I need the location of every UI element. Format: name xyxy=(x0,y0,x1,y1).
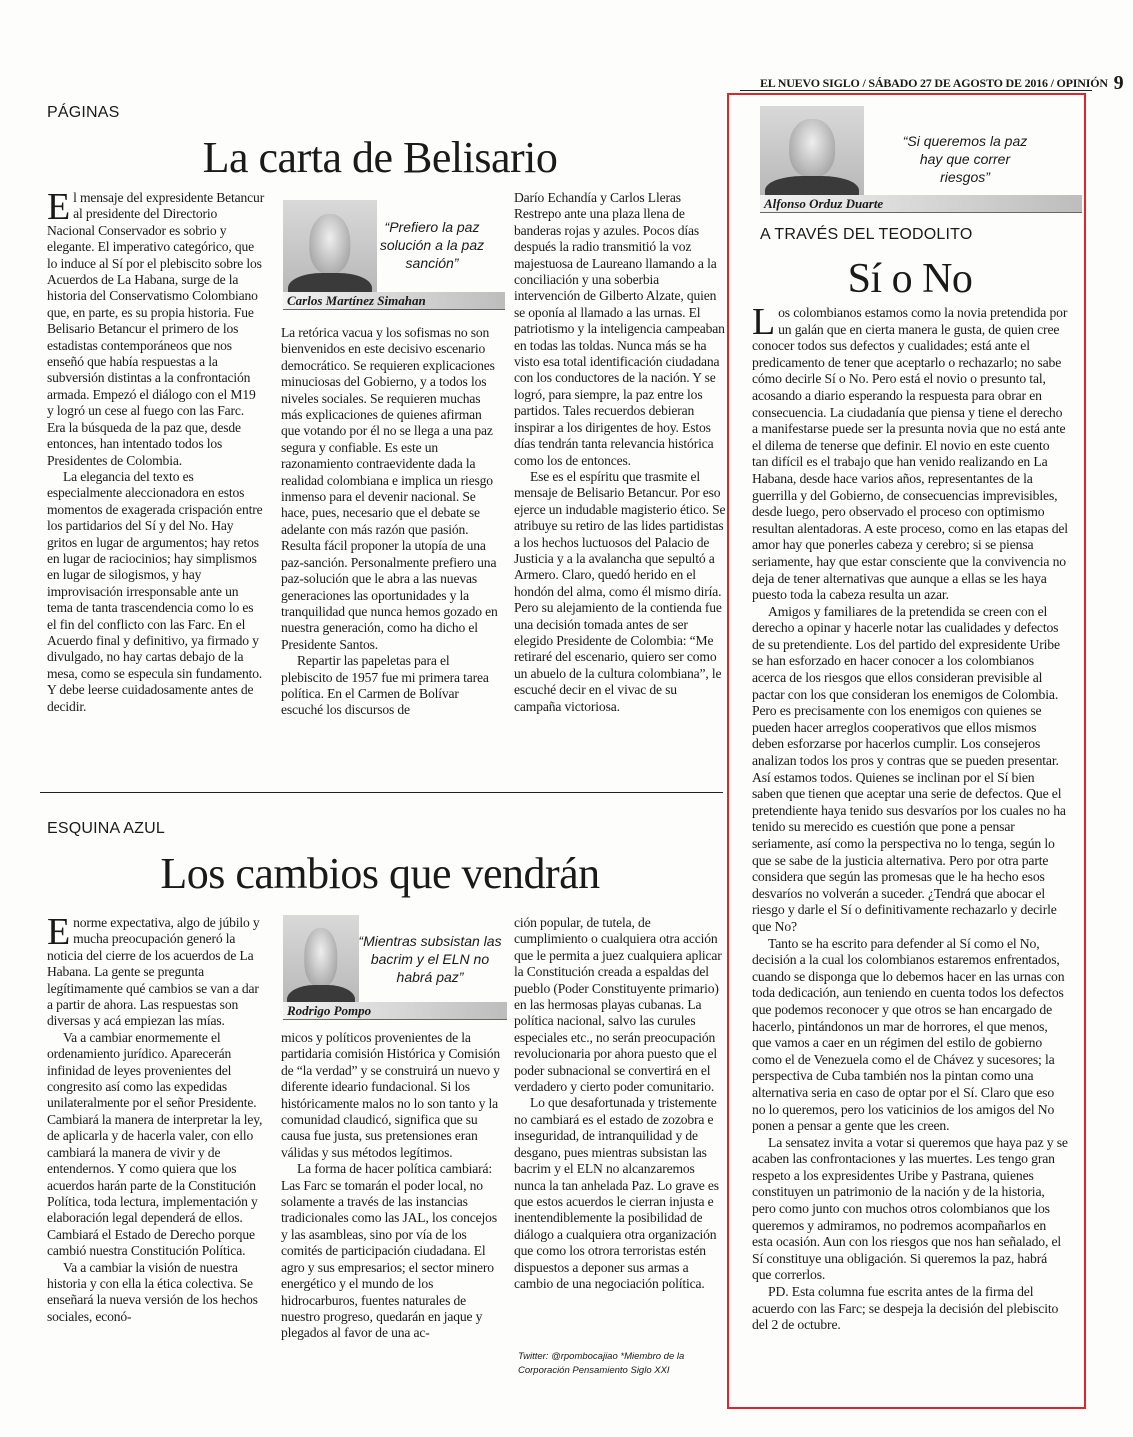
headline-carta-belisario: La carta de Belisario xyxy=(202,133,558,182)
author-credit xyxy=(518,1350,726,1378)
article3-para-2: Amigos y familiares de la pretendida se creen con el derecho a opinar y hacerle notar las cualidades y defectos de su pretendiente. Los del partido del expresidente Uribe se han esforzado en hacer conocer a los colombianos acerca de los riesgos que ellos consideran previsible al pactar con los que consideran los enemigos de Colombia. Pero es precisamente con los enemigos con quienes se pueden hacer arreglos cooperativos que ellos mismos deben esforzarse por hacerlos cumplir. Los consejeros analizan todos los pros y contras que se pueden presentar. Así estamos todos. Quienes se inclinan por el Sí bien saben que tienen que aceptar una serie de defectos. Que el pretendiente haya tenido sus desvaríos por los cuales no ha tenido su merecido es cuestión que pone a pensar seriamente, así como la perspectiva no lo tenga, según lo que se sabe de la justicia alternativa. Pero por otra parte considera que según las promesas que le ha hecho esos desvaríos no volverán a suceder. ¿Tendrá que abocar el riesgo y darle el Sí o definitivamente rechazarlo y decirle que No? xyxy=(752,603,1066,934)
section-label-paginas: PÁGINAS xyxy=(47,104,120,121)
headline-cambios-vendran: Los cambios que vendrán xyxy=(160,849,600,898)
article2-col1-para-1: Enorme expectativa, algo de júbilo y mucha preocupación generó la noticia del cierre de los acuerdos de La Habana. La gente se pregunta legítimamente qué cambios se van a dar a partir de ahora. Las respuestas son diversas y acá empiezan las mías. xyxy=(47,915,260,1029)
article3-para-3: Tanto se ha escrito para defender al Sí como el No, decisión a la cual los colombianos estaremos enfrentados, cuando se disponga que lo debemos hacer en las urnas con toda dedicación, aun teniendo en cuenta todos los defectos que podemos reconocer y que otros se han encargado de hacerlo, pintándonos un mar de horrores, el que menos, que vamos a caer en un régimen del estilo de gobierno como el de Venezuela como el de Chávez y sucesores; la perspectiva de Cuba también nos la pintan como una alternativa seria en caso de optar por el Sí. Claro que eso no lo queremos, pero los vaticinios de los amigos del No ponen a pensar a gente que les creen. xyxy=(752,935,1065,1134)
author-name-pompo: Rodrigo Pompo xyxy=(283,1002,507,1020)
dropcap: E xyxy=(47,190,71,228)
masthead xyxy=(760,72,1124,95)
article2-col1-para-2: Va a cambiar enormemente el ordenamiento jurídico. Aparecerán infinidad de leyes provenientes del congresito así como las expedidas unilateralmente por el señor Presidente. Cambiará la manera de interpretar la ley, de aplicarla y de hacerla valer, con ello cambiará la manera de vivir y de entendernos. Y como quiera que los acuerdos harán parte de la Constitución Política, toda lectura, implementación y elaboración legal dependerá de ellos. Cambiará el Estado de Derecho porque cambió nuestra Constitución Política. xyxy=(47,1029,263,1259)
masthead-text: EL NUEVO SIGLO / SÁBADO 27 DE AGOSTO DE 2016 / OPINIÓN xyxy=(760,76,1108,90)
headline-si-o-no: Sí o No xyxy=(847,256,973,302)
twitter-handle: Twitter: @rpombocajiao xyxy=(518,1351,618,1362)
author-quote-pompo: “Mientras subsistan las bacrim y el ELN no habrá paz” xyxy=(358,933,502,985)
author-face xyxy=(789,119,835,177)
author-face xyxy=(304,928,337,987)
article2-col2-para-1: micos y políticos provenientes de la partidaria comisión Histórica y Comisión de “la verdad” y se construirá un nuevo y diferente ideario fundacional. Si los históricamente malos no lo son tanto y la comunidad claudicó, significa que su causa fue justa, sus pretensiones eran válidas y sus métodos legítimos. xyxy=(281,1030,501,1160)
dropcap: E xyxy=(47,915,71,953)
author-face xyxy=(309,214,350,275)
author-photo-martinez xyxy=(283,200,377,298)
dropcap: L xyxy=(752,305,776,343)
masthead-rule xyxy=(740,90,1092,91)
section-label-teodolito: A TRAVÉS DEL TEODOLITO xyxy=(760,226,973,243)
article1-column-2 xyxy=(281,325,501,780)
article3-para-1: Los colombianos estamos como la novia pretendida por un galán que en cierta manera le gusta, de quien cree conocer todos sus defectos y cualidades; está ante el predicamento de tener que aceptarlo o rechazarlo; no sabe cómo decirle Sí o No. Pero está el novio o presunto tal, acosando a diario esperando la respuesta para obrar en consecuencia. La ciudadanía que piensa y tiene el derecho a manifestarse puede ser la presunta novia que no está ante el dilema de tenerse que definir. El novio en este cuento tan difícil es el trabajo que han venido realizando en La Habana, desde hace varios años, representantes de la guerrilla y del Gobierno, de consecuencias imprevisibles, desde luego, pero observado el proceso con optimismo resultan alentadoras. A este proceso, como en las etapas del amor hay que ponerles cabeza y cerebro; si se piensa seriamente, hay que estar consciente que la convivencia no deja de tener alternativas que aunque a ellas se les haya puesto toda la cabeza resulta un azar. xyxy=(752,305,1068,603)
page-number: 9 xyxy=(1113,72,1124,94)
article1-col3-para-1: Darío Echandía y Carlos Lleras Restrepo ante una plaza llena de banderas rojas y azules. Pocos días después la radio transmitió la voz majestuosa de Laureano llamando a la conciliación y una soberbia intervención de Gilberto Alzate, quien se oponía al llamado a las urnas. El patriotismo y la inteligencia campeaban en todas las toldas. Nunca más se ha visto esa total identificación ciudadana con los conductores de la nación. Y se logró, para siempre, la paz entre los partidos. Tales recuerdos debieran inspirar a los dirigentes de hoy. Estos días tendrán tanta relevancia histórica como los de entonces. xyxy=(514,190,725,468)
article2-column-3 xyxy=(514,915,726,1345)
article2-col3-para-2: Lo que desafortunada y tristemente no cambiará es el estado de zozobra e inseguridad, de intranquilidad y de desgano, pues mientras subsistan las bacrim y el ELN no alcanzaremos nunca la tan anhelada Paz. Lo grave es que estos acuerdos le cierran injusta e inentendiblemente la posibilidad de diálogo a cualquiera otra organización que como los otrora terroristas estén dispuestos a deponer sus armas a cambio de una negociación política. xyxy=(514,1095,719,1291)
article1-column-1 xyxy=(47,190,265,780)
author-photo-orduz xyxy=(760,106,864,200)
author-name-martinez: Carlos Martínez Simahan xyxy=(283,292,505,310)
article1-col1-para-2: La elegancia del texto es especialmente aleccionadora en estos momentos de exagerada crispación entre los partidarios del Sí y del No. Hay gritos en lugar de argumentos; hay retos en lugar de raciocinios; hay simplismos en lugar de silogismos, y hay improvisación irresponsable ante un tema de tanta trascendencia como lo es el fin del conflicto con las Farc. En el Acuerdo final y definitivo, ya firmado y divulgado, no hay cartas debajo de la mesa, como se especula sin fundamento. Y debe leerse cuidadosamente antes de decidir. xyxy=(47,468,263,714)
credit-note: *Miembro de la Corporación Pensamiento Siglo XXI xyxy=(518,1351,685,1376)
article2-col2-para-2: La forma de hacer política cambiará: Las Farc se tomarán el poder local, no solamente a través de las instancias tradicionales como las JAL, los concejos y las asambleas, sino por vía de los comités de participación ciudadana. El agro y sus empresarios; el sector minero energético y el mundo de los hidrocarburos, fuentes naturales de nuestro progreso, quedarán en jaque y plegados al favor de una ac- xyxy=(281,1161,497,1341)
article1-column-3 xyxy=(514,190,726,780)
article2-col3-para-1: ción popular, de tutela, de cumplimiento o cualquiera otra acción que le permita a juez cualquiera aplicar la Constitución creada a espaldas del pueblo (Poder Constituyente primario) en las hermosas playas cubanas. La política nacional, salvo las curules especiales etc., no serán preocupación revolucionaria por ahora puesto que el poder subnacional se convertirá en el verdadero y cierto poder comunitario. xyxy=(514,915,722,1095)
article1-col2-para-2: Repartir las papeletas para el plebiscito de 1957 fue mi primera tarea política. En el Carmen de Bolívar escuché los discursos de xyxy=(281,653,489,718)
article2-col1-para-3: Va a cambiar la visión de nuestra historia y con ella la ética colectiva. Se enseñará la nueva versión de los hechos sociales, econó- xyxy=(47,1259,258,1324)
article3-para-5: PD. Esta columna fue escrita antes de la firma del acuerdo con las Farc; se despeja la decisión del plebiscito del 2 de octubre. xyxy=(752,1284,1059,1333)
author-photo-pompo xyxy=(283,915,359,1010)
article-divider xyxy=(40,792,723,793)
author-quote-orduz: “Si queremos la paz hay que correr riesgos” xyxy=(902,133,1028,185)
article3-body xyxy=(752,305,1068,1397)
article3-para-4: La sensatez invita a votar si queremos que haya paz y se acaben las confrontaciones y las muertes. Les tengo gran respeto a los expresidentes Uribe y Pastrana, quienes constituyen un patrimonio de la nación y de la historia, pero como junto con muchos otros colombianos que los queremos y admiramos, no podremos acompañarlos en esta ocasión. Aun con los riesgos que nos han señalado, el Sí constituye una obligación. Si queremos la paz, habrá que correrlos. xyxy=(752,1134,1068,1283)
article1-col3-para-2: Ese es el espíritu que trasmite el mensaje de Belisario Betancur. Por eso ejerce un indudable magisterio ético. Se atribuye su retiro de las lides partidistas a los hechos luctuosos del Palacio de Justicia y a la avalancha que sepultó a Armero. Claro, quedó herido en el hondón del alma, como él mismo diría. Pero su alejamiento de la contienda fue una decisión tomada antes de ser elegido Presidente de Colombia: “Me retiraré del escenario, quiero ser como un abuelo de la cultura colombiana”, le escuché decir en el vivac de su campaña victoriosa. xyxy=(514,468,726,714)
article2-column-2 xyxy=(281,1030,503,1391)
article1-col1-para-1: El mensaje del expresidente Betancur al presidente del Directorio Nacional Conservador es sobrio y elegante. El imperativo categórico, que lo induce al Sí por el plebiscito sobre los Acuerdos de La Habana, surge de la historia del Conservatismo Colombiano que, en parte, es su propia historia. Fue Belisario Betancur el primero de los estadistas contemporáneos que nos enseñó que había respuestas a la subversión distintas a la confrontación armada. Empezó el diálogo con el M19 y logró un cese al fuego con las Farc. Era la búsqueda de la paz que, desde entonces, han intentado todos los Presidentes de Colombia. xyxy=(47,190,265,468)
author-name-orduz: Alfonso Orduz Duarte xyxy=(760,195,1082,213)
author-quote-martinez: “Prefiero la paz solución a la paz sanción” xyxy=(379,219,485,271)
article2-column-1 xyxy=(47,915,267,1391)
section-label-esquina-azul: ESQUINA AZUL xyxy=(47,820,165,837)
article1-col2-para-1: La retórica vacua y los sofismas no son bienvenidos en este decisivo escenario democrático. Se requieren explicaciones minuciosas del Gobierno, y a todos los niveles sociales. Se requieren muchas más explicaciones de quienes afirman que votando por él no se llega a una paz segura y confiable. Es este un razonamiento contraevidente dada la realidad colombiana e implica un riesgo inmenso para el devenir nacional. Se hace, pues, necesario que el debate se adelante con más razón que pasión. Resulta fácil proponer la utopía de una paz-sanción. Personalmente prefiero una paz-solución que le abra a las nuevas generaciones las oportunidades y la tranquilidad que nunca hemos gozado en nuestra generación, como ha dicho el Presidente Santos. xyxy=(281,325,498,652)
